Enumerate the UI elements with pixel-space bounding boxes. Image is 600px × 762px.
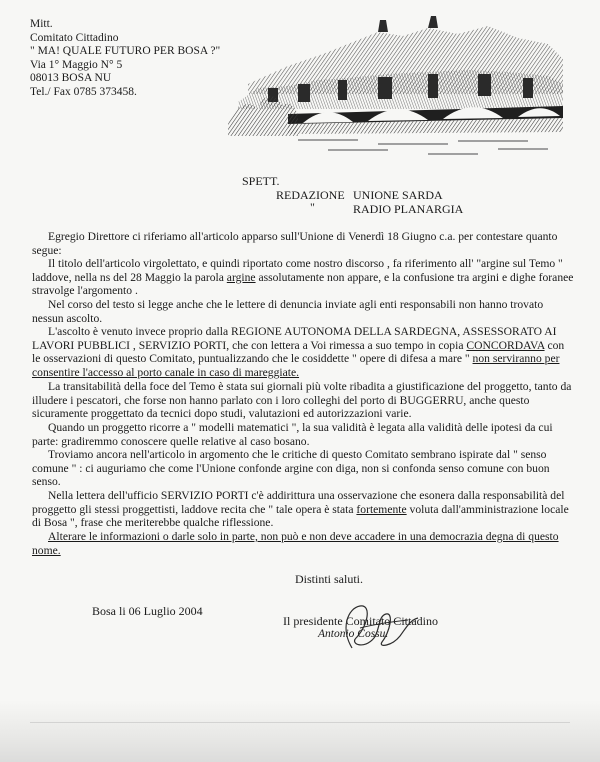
- closing-place-date: Bosa li 06 Luglio 2004: [92, 604, 203, 618]
- paragraph-intro: Egregio Direttore ci riferiamo all'articolo apparso sull'Unione di Venerdì 18 Giugno c.a. per contestare quanto segue:: [32, 230, 558, 257]
- paragraph-regione: [32, 325, 574, 379]
- p2-underlined-argine: argine: [226, 270, 256, 284]
- paragraph-modelli-matematici: Quando un proggetto ricorre a " modelli matematici ", la sua validità è legata alla validità delle ipotesi da cui parte: gradiremmo conoscere quelle relative al caso bosano.: [32, 421, 553, 448]
- sender-phone: Tel./ Fax 0785 373458.: [30, 85, 137, 98]
- recipient-unione-sarda: UNIONE SARDA: [353, 188, 443, 202]
- paragraph-senso-comune: Troviamo ancora nell'articolo in argomento che le critiche di questo Comitato sembrano ispirate dal " senso comune " : ci auguriamo che come l'Unione confonde argine con diga, non si confonda senso comune con buon senso.: [32, 448, 550, 489]
- p8-text-b: voluta dall'amministrazione locale di Bosa ", frase che meriterebbe qualche riflessione.: [32, 502, 569, 530]
- p4-text-b: con le osservazioni di questo Comitato, puntualizzando che le cosiddette " opere di difesa a mare ": [32, 338, 565, 366]
- bridge-etching-image: [228, 14, 568, 164]
- p4-underlined-concordava: CONCORDAVA: [466, 338, 545, 352]
- sender-street: Via 1° Maggio N° 5: [30, 58, 123, 71]
- closing-signer-name: Antonio Cossu.: [318, 628, 389, 640]
- sender-committee: Comitato Cittadino: [30, 31, 119, 44]
- sender-city: 08013 BOSA NU: [30, 72, 112, 85]
- paragraph-title-argine: [32, 257, 574, 298]
- p2-text-b: assolutamente non appare, e la confusione tra argini e dighe foranee stravolge l'argomento .: [32, 270, 574, 298]
- recipient-redazione: REDAZIONE: [276, 188, 345, 202]
- sender-motto: " MA! QUALE FUTURO PER BOSA ?": [30, 45, 221, 58]
- recipient-spett: SPETT.: [242, 174, 280, 188]
- paragraph-transitabilita: La transitabilità della foce del Temo è stata sui giornali più volte ribadita a giustificazione del proggetto, tanto da illudere i pescatori, che forse non hanno parlato con i loro colleghi del porto di BUGGERRU, anche questo sicuramente proggettato da tecnici dopo studi, valutazioni ed autorizzazioni varie.: [32, 380, 572, 421]
- paragraph-servizio-porti: [32, 489, 574, 530]
- p8-text-a: Nella lettera dell'ufficio SERVIZIO PORTI c'è addirittura una osservazione che esonera dalla responsabilità del proggetto gli stessi proggettisti, laddove recita che " tale opera è stata: [32, 489, 565, 516]
- recipient-radio-planargia: RADIO PLANARGIA: [353, 202, 464, 216]
- p4-text-a: L'ascolto è venuto invece proprio dalla REGIONE AUTONOMA DELLA SARDEGNA, ASSESSORATO AI LAVORI PUBBLICI , SERVIZIO PORTI, che con lettera a Voi rimessa a suo tempo in copia: [32, 325, 557, 352]
- p8-underlined-fortemente: fortemente: [356, 502, 407, 516]
- sender-address: [30, 18, 220, 100]
- closing-greeting: Distinti saluti.: [295, 572, 364, 586]
- scan-bottom-shading: [0, 700, 600, 762]
- recipient-ditto-mark: ": [310, 200, 315, 214]
- paragraph-democrazia: Alterare le informazioni o darle solo in parte, non può e non deve accadere in una democrazia degna di questo nome.: [32, 530, 559, 557]
- sender-mitt: Mitt.: [30, 18, 53, 30]
- scan-artifact-line: [30, 722, 570, 723]
- handwritten-signature: [330, 598, 430, 658]
- p4-underlined-mareggiate: non serviranno per consentire l'accesso al porto canale in caso di mareggiate.: [32, 352, 560, 379]
- closing-signer: Il presidente Comitato Cittadino: [283, 614, 438, 628]
- p2-text-a: Il titolo dell'articolo virgolettato, e quindi riportato come nostro discorso , fa riferimento all' "argine sul Temo " laddove, nella ns del 28 Maggio la parola: [32, 257, 563, 284]
- paragraph-nessun-ascolto: Nel corso del testo si legge anche che le lettere di denuncia inviate agli enti responsabili non hanno trovato nessun ascolto.: [32, 298, 544, 325]
